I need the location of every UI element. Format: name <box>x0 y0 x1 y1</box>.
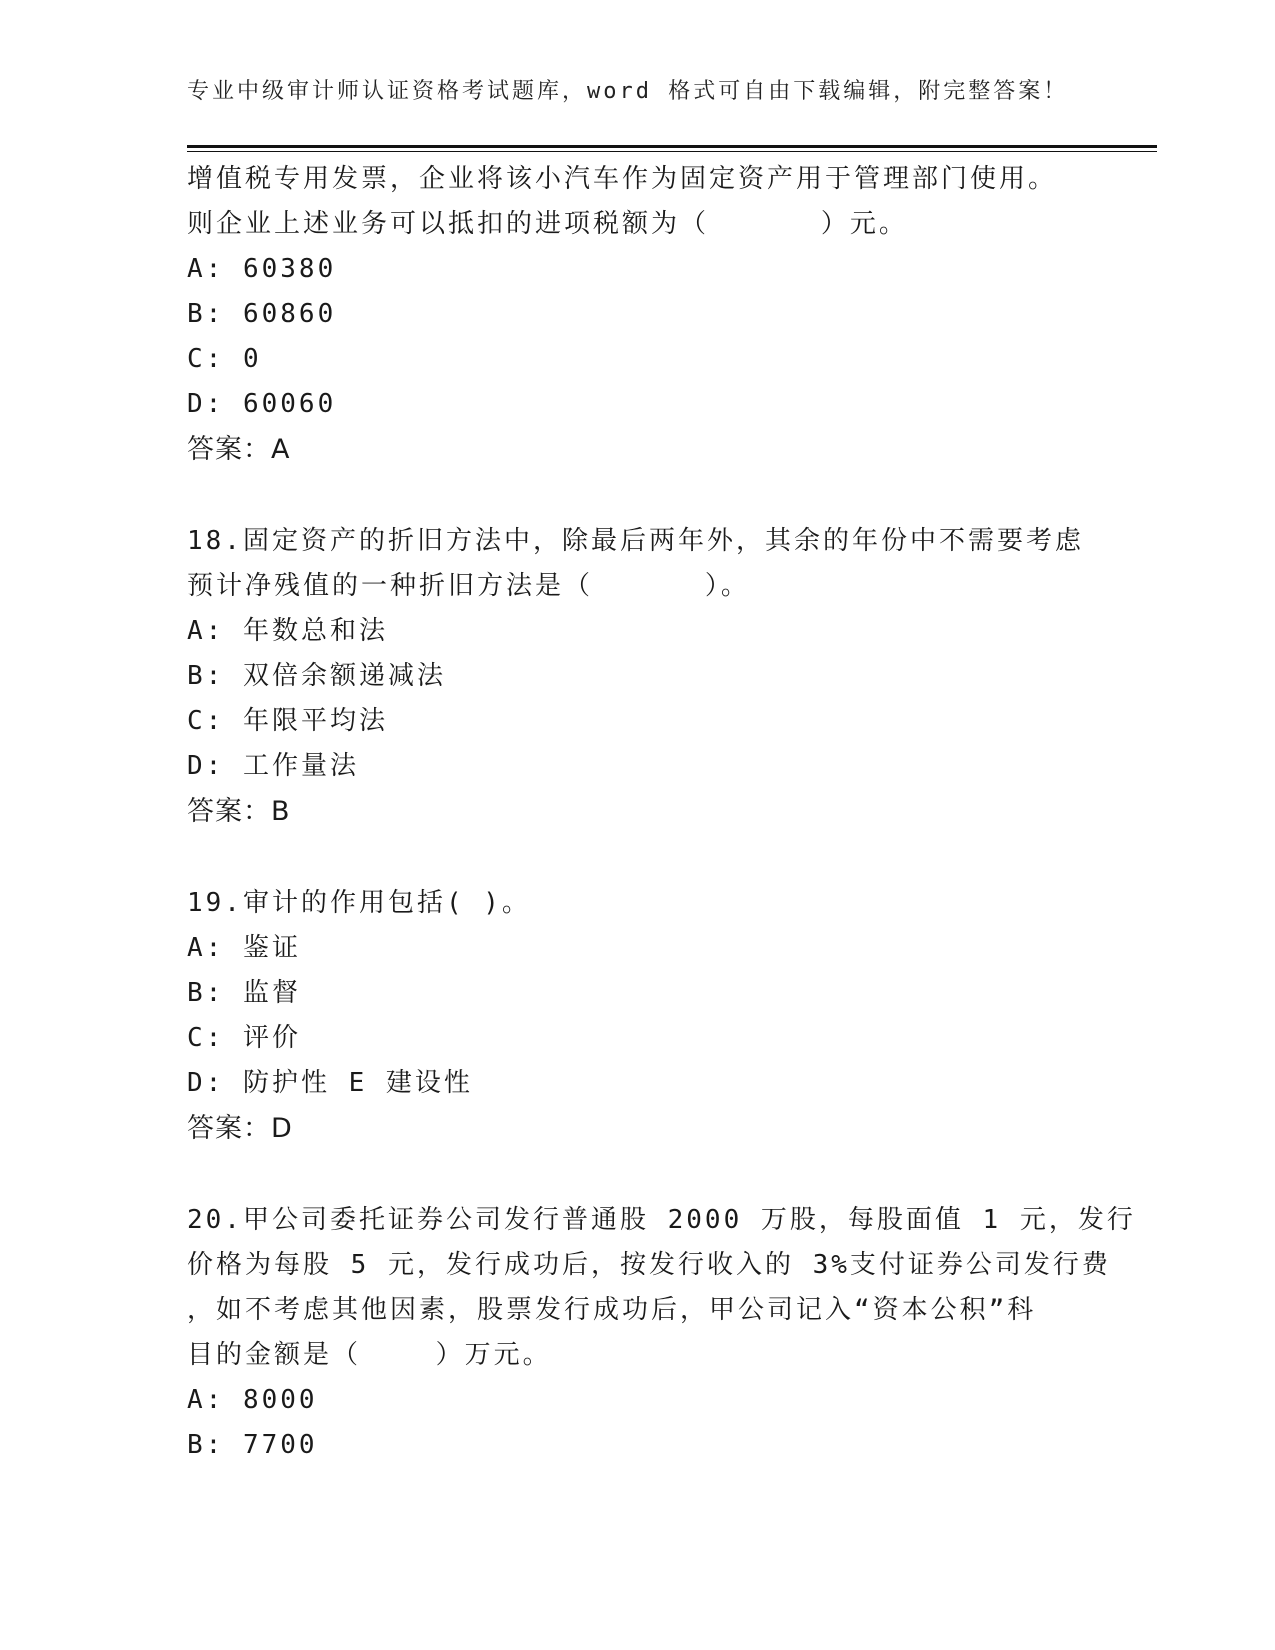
option-d: D: 60060 <box>187 389 337 419</box>
question-stem-line: 目的金额是（ ）万元。 <box>187 1340 552 1370</box>
question-stem-line: ，如不考虑其他因素，股票发行成功后，甲公司记入“资本公积”科 <box>187 1295 1037 1325</box>
answer: 答案：D <box>187 1113 293 1144</box>
header-rule-thick <box>187 145 1157 148</box>
option-c: C: 年限平均法 <box>187 706 388 736</box>
question-stem-line: 19.审计的作用包括( )。 <box>187 888 531 918</box>
page-header: 专业中级审计师认证资格考试题库，word 格式可自由下载编辑，附完整答案！ <box>187 79 1069 104</box>
option-a: A: 8000 <box>187 1385 318 1415</box>
option-d: D: 工作量法 <box>187 751 359 781</box>
option-b: B: 60860 <box>187 299 337 329</box>
question-20 <box>187 1198 1136 1468</box>
option-b: B: 双倍余额递减法 <box>187 661 446 691</box>
document-body <box>187 157 1136 1468</box>
option-a: A: 鉴证 <box>187 933 301 963</box>
option-c: C: 0 <box>187 344 262 374</box>
question-stem-line: 增值税专用发票，企业将该小汽车作为固定资产用于管理部门使用。 <box>187 164 1058 194</box>
option-a: A: 年数总和法 <box>187 616 388 646</box>
answer: 答案：B <box>187 796 291 827</box>
option-c: C: 评价 <box>187 1023 301 1053</box>
question-stem-line: 价格为每股 5 元，发行成功后，按发行收入的 3%支付证券公司发行费 <box>187 1250 1111 1280</box>
question-stem-line: 预计净残值的一种折旧方法是（ ）。 <box>187 571 750 601</box>
question-17 <box>187 157 1087 472</box>
option-a: A: 60380 <box>187 254 337 284</box>
answer: 答案：A <box>187 434 291 465</box>
question-stem-line: 20.甲公司委托证券公司发行普通股 2000 万股，每股面值 1 元，发行 <box>187 1205 1136 1235</box>
question-19 <box>187 881 1087 1151</box>
option-b: B: 监督 <box>187 978 301 1008</box>
option-d: D: 防护性 E 建设性 <box>187 1068 473 1098</box>
header-rule-thin <box>187 151 1157 152</box>
question-stem-line: 18.固定资产的折旧方法中，除最后两年外，其余的年份中不需要考虑 <box>187 526 1084 556</box>
option-b: B: 7700 <box>187 1430 318 1460</box>
question-stem-line: 则企业上述业务可以抵扣的进项税额为（ ）元。 <box>187 209 908 239</box>
question-18 <box>187 519 1087 834</box>
